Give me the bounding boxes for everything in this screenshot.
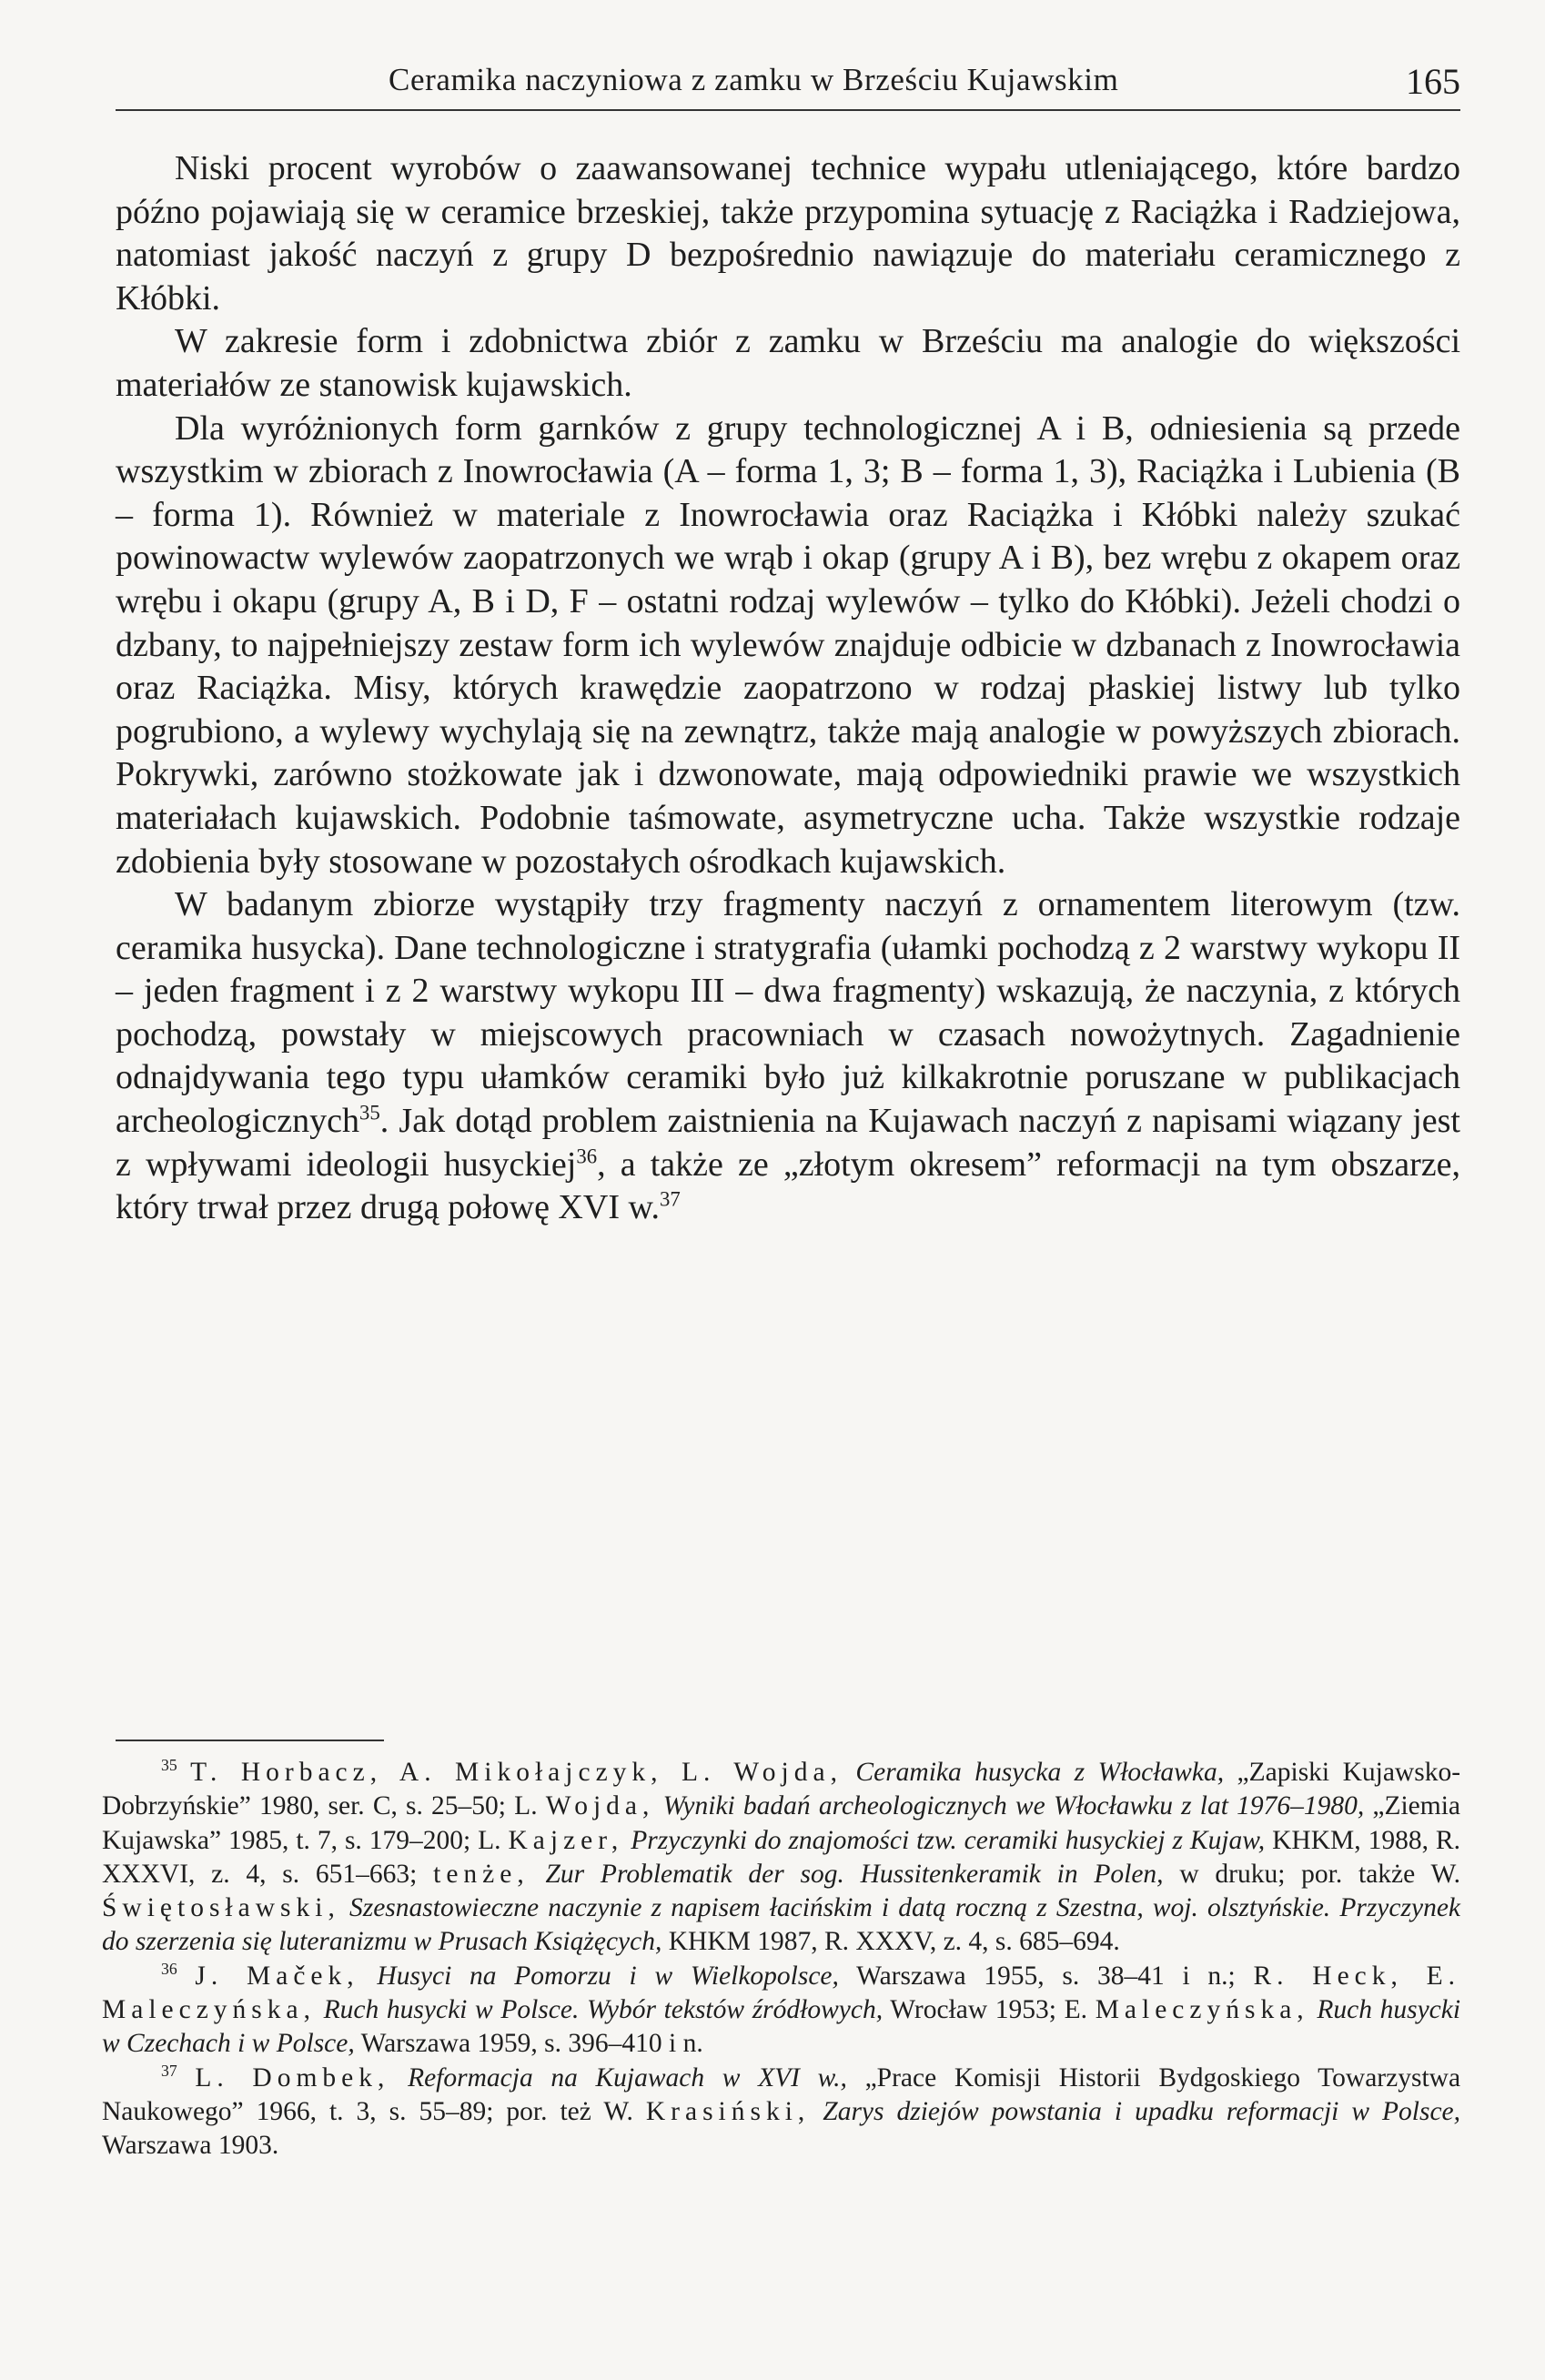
- footnote-title: Husyci na Pomorzu i w Wielkopolsce,: [377, 1961, 839, 1991]
- footnote-source: Wrocław 1953; E.: [890, 1995, 1088, 2025]
- paragraph-4-text-a: W badanym zbiorze wystąpiły trzy fragmenty naczyń z ornamentem literowym (tzw. ceramika husycka). Dane technologiczne i stratygrafia (ułamki pochodzą z 2 warstwy wykopu II – jeden fragment i z 2 warstwy wykopu III – dwa fragmenty) wskazują, że naczynia, z których pochodzą, powstały w miejscowych pracowniach w czasach nowożytnych. Zagadnienie odnajdywania tego typu ułamków ceramiki było już kilkakrotnie poruszane w publikacjach archeologicznych: [116, 885, 1460, 1141]
- footnote-title: Zur Problematik der sog. Hussitenkeramik in Polen,: [545, 1859, 1164, 1889]
- footnote-35: [102, 1756, 1460, 1960]
- footnote-title: Szesnastowieczne naczynie z napisem łacińskim i datą roczną z Szestna, woj. olsztyńskie. Przyczynek do szerzenia się luteranizmu w Prusach Książęcych,: [102, 1893, 1461, 1957]
- paragraph-3: Dla wyróżnionych form garnków z grupy technologicznej A i B, odniesienia są przede wszystkim w zbiorach z Inowrocławia (A – forma 1, 3; B – forma 1, 3), Raciążka i Lubienia (B – forma 1). Również w materiale z Inowrocławia oraz Raciążka i Kłóbki należy szukać powinowactw wylewów zaopatrzonych we wrąb i okap (grupy A i B), bez wrębu z okapem oraz wrębu i okapu (grupy A, B i D, F – ostatni rodzaj wylewów – tylko do Kłóbki). Jeżeli chodzi o dzbany, to najpełniejszy zestaw form ich wylewów znajduje odbicie w dzbanach z Inowrocławia oraz Raciążka. Misy, których krawędzie zaopatrzono w rodzaj płaskiej listwy lub tylko pogrubiono, a wylewy wychylają się na zewnątrz, także mają analogie w powyższych zbiorach. Pokrywki, zarówno stożkowate jak i dzwonowate, mają odpowiedniki prawie we wszystkich materiałach kujawskich. Podobnie taśmowate, asymetryczne ucha. Także wszystkie rodzaje zdobienia były stosowane w pozostałych ośrodkach kujawskich.: [116, 408, 1460, 881]
- footnote-number: 36: [161, 1959, 177, 1978]
- footnote-divider: [116, 1740, 384, 1741]
- footnote-authors: T. Horbacz, A. Mikołajczyk, L. Wojda,: [190, 1758, 843, 1787]
- footnote-number: 35: [161, 1756, 177, 1775]
- footnote-source: Warszawa 1955, s. 38–41 i n.;: [856, 1961, 1236, 1991]
- footnote-source: „Ziemia Kujawska” 1985, t. 7, s. 179–200; L.: [102, 1791, 1461, 1855]
- footnote-source: Warszawa 1959, s. 396–410 i n.: [360, 2029, 703, 2059]
- footnote-source: w druku; por. także W.: [1179, 1859, 1460, 1889]
- main-text: [116, 147, 1460, 1230]
- footnote-authors: Świętosławski,: [102, 1893, 340, 1923]
- footnote-36: [102, 1960, 1460, 2062]
- footnote-title: Zarys dziejów powstania i upadku reformacji w Polsce,: [823, 2096, 1461, 2126]
- footnote-source: KHKM 1987, R. XXXV, z. 4, s. 685–694.: [668, 1927, 1120, 1957]
- footnote-title: Przyczynki do znajomości tzw. ceramiki husyckiej z Kujaw,: [631, 1825, 1266, 1855]
- footnote-authors: R. Heck, E. Maleczyńska,: [102, 1961, 1461, 2025]
- page-number: 165: [1406, 61, 1460, 102]
- footnote-authors: Kajzer,: [508, 1825, 624, 1855]
- footnote-ref-36[interactable]: 36: [576, 1145, 598, 1167]
- footnote-37: [102, 2062, 1460, 2163]
- running-title: Ceramika naczyniowa z zamku w Brześciu Kujawskim: [389, 62, 1119, 97]
- footnote-authors: J. Maček,: [195, 1961, 359, 1991]
- footnote-title: Ceramika husycka z Włocławka,: [855, 1758, 1225, 1787]
- footnote-authors: tenże,: [433, 1859, 530, 1889]
- footnotes: [102, 1756, 1460, 2163]
- footnote-title: Reformacja na Kujawach w XVI w.,: [408, 2062, 847, 2093]
- paragraph-4: [116, 883, 1460, 1230]
- footnote-title: Ruch husycki w Polsce. Wybór tekstów źródłowych,: [323, 1995, 884, 2025]
- footnote-ref-35[interactable]: 35: [358, 1101, 380, 1124]
- footnote-title: Ruch husycki w Czechach i w Polsce,: [102, 1995, 1461, 2059]
- footnote-title: Wyniki badań archeologicznych we Włocławku z lat 1976–1980,: [662, 1791, 1365, 1821]
- footnote-authors: L. Dombek,: [195, 2062, 390, 2093]
- footnote-source: KHKM, 1988, R. XXXVI, z. 4, s. 651–663;: [102, 1825, 1460, 1889]
- paragraph-4-text-c: , a także ze „złotym okresem” reformacji na tym obszarze, który trwał przez drugą połowę XVI w.: [116, 1145, 1460, 1227]
- footnote-number: 37: [161, 2061, 177, 2080]
- footnote-ref-37[interactable]: 37: [659, 1187, 681, 1211]
- running-header: [116, 53, 1460, 111]
- footnote-authors: Wojda,: [545, 1791, 655, 1821]
- paragraph-1: Niski procent wyrobów o zaawansowanej technice wypału utleniającego, które bardzo późno pojawiają się w ceramice brzeskiej, także przypomina sytuację z Raciążka i Radziejowa, natomiast jakość naczyń z grupy D bezpośrednio nawiązuje do materiału ceramicznego z Kłóbki.: [116, 149, 1460, 318]
- footnote-source: „Prace Komisji Historii Bydgoskiego Towarzystwa Naukowego” 1966, t. 3, s. 55–89; por. też W.: [102, 2062, 1461, 2126]
- footnote-authors: Krasiński,: [645, 2096, 811, 2126]
- footnote-authors: Maleczyńska,: [1095, 1995, 1309, 2025]
- footnote-source: „Zapiski Kujawsko-Dobrzyńskie” 1980, ser. C, s. 25–50; L.: [102, 1758, 1461, 1821]
- footnote-source: Warszawa 1903.: [102, 2131, 279, 2161]
- paragraph-4-text-b: . Jak dotąd problem zaistnienia na Kujawach naczyń z napisami wiązany jest z wpływami ideologii husyckiej: [116, 1102, 1460, 1184]
- paragraph-2: W zakresie form i zdobnictwa zbiór z zamku w Brześciu ma analogie do większości materiałów ze stanowisk kujawskich.: [116, 322, 1460, 404]
